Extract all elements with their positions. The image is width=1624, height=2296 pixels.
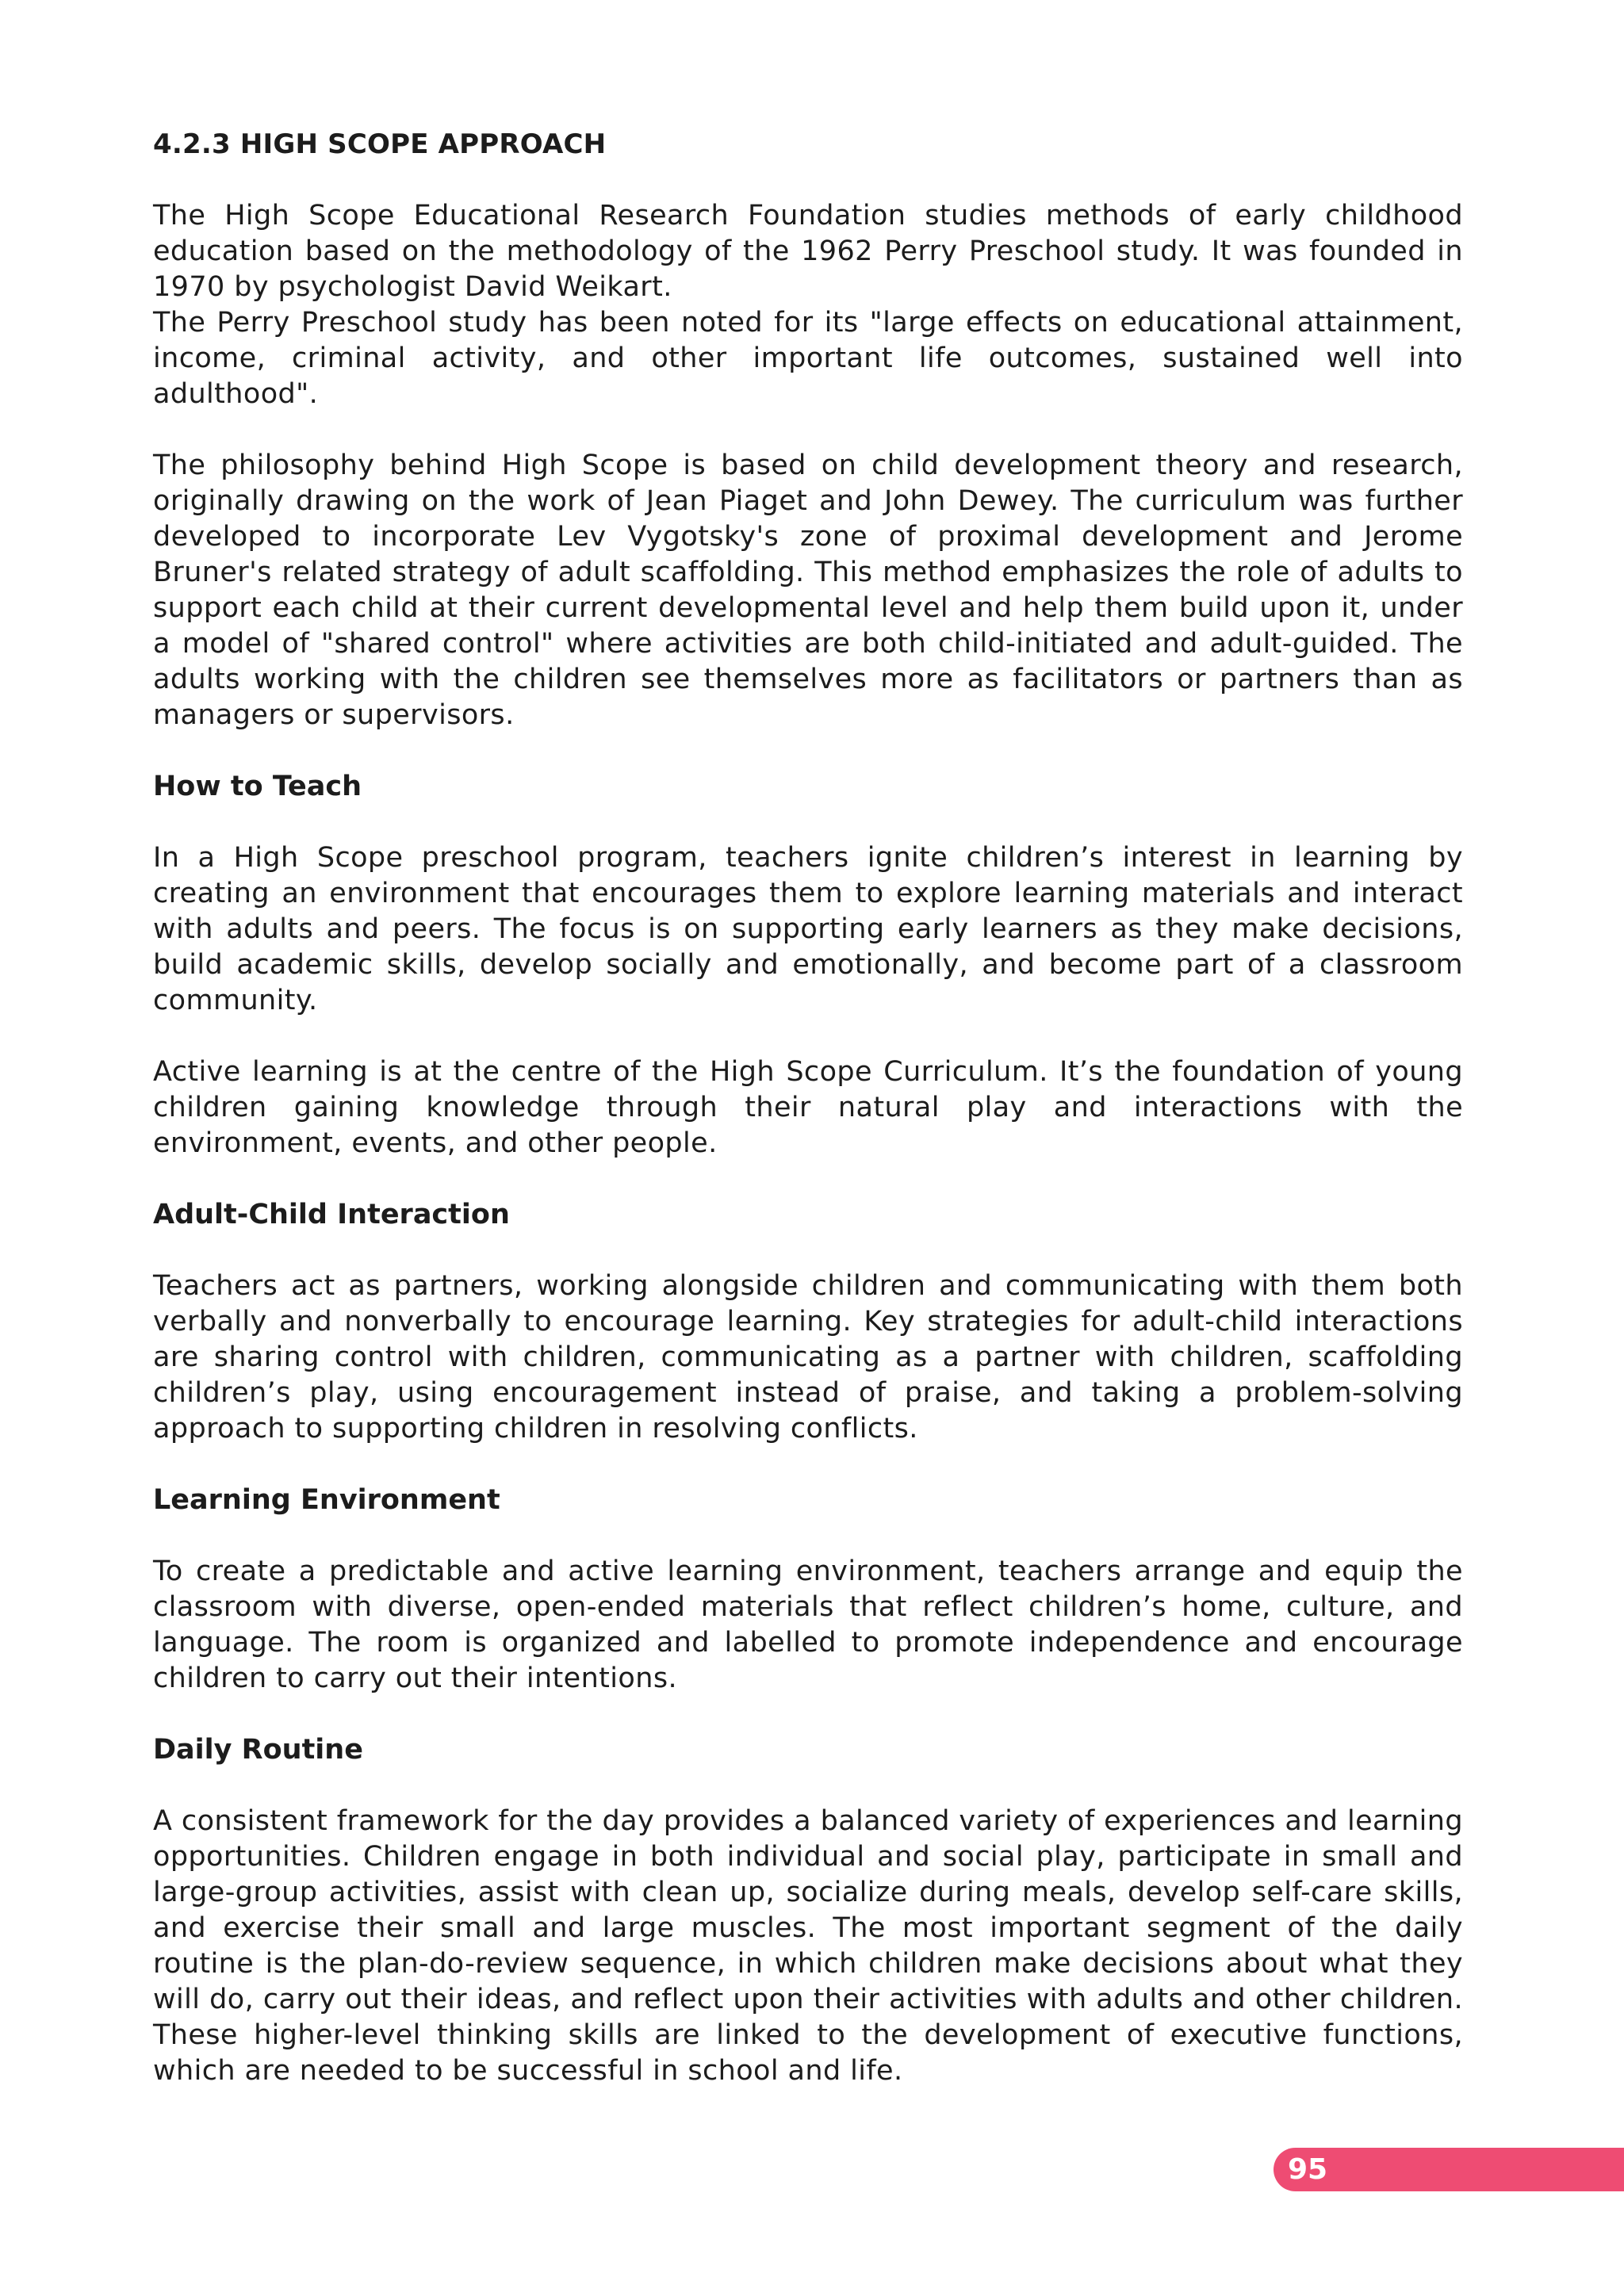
page-number: 95 <box>1288 2153 1328 2186</box>
learning-environment-paragraph: To create a predictable and active learning environment, teachers arrange and equip the classroom with diverse, open-ended materials that reflect children’s home, culture, and language. The room is organized and labelled to promote independence and encourage children to carry out their intentions. <box>153 1556 1463 1694</box>
how-to-teach-heading: How to Teach <box>153 771 362 802</box>
intro-paragraph-1: The High Scope Educational Research Foundation studies methods of early childhood education based on the methodology of the 1962 Perry Preschool study. It was founded in 1970 by psychologist David Weikart. <box>153 200 1463 303</box>
how-to-teach-paragraph-2: Active learning is at the centre of the High Scope Curriculum. It’s the foundation of young children gaining knowledge through their natural play and interactions with the environment, events, and other people. <box>153 1056 1463 1159</box>
intro-paragraph-2: The Perry Preschool study has been noted for its "large effects on educational attainment, income, criminal activity, and other important life outcomes, sustained well into adulthood". <box>153 307 1463 410</box>
daily-routine-paragraph: A consistent framework for the day provides a balanced variety of experiences and learning opportunities. Children engage in both individual and social play, participate in small and large-group activities, assist with clean up, socialize during meals, develop self-care skills, and exercise their small and large muscles. The most important segment of the daily routine is the plan-do-review sequence, in which children make decisions about what they will do, carry out their ideas, and reflect upon their activities with adults and other children. These higher-level thinking skills are linked to the development of executive functions, which are needed to be successful in school and life. <box>153 1805 1463 2087</box>
philosophy-paragraph: The philosophy behind High Scope is based on child development theory and research, originally drawing on the work of Jean Piaget and John Dewey. The curriculum was further developed to incorporate Lev Vygotsky's zone of proximal development and Jerome Bruner's related strategy of adult scaffolding. This method emphasizes the role of adults to support each child at their current developmental level and help them build upon it, under a model of "shared control" where activities are both child-initiated and adult-guided. The adults working with the children see themselves more as facilitators or partners than as managers or supervisors. <box>153 450 1463 731</box>
daily-routine-heading: Daily Routine <box>153 1734 363 1766</box>
page-content <box>153 127 1463 2089</box>
adult-child-interaction-heading: Adult-Child Interaction <box>153 1199 510 1230</box>
learning-environment-heading: Learning Environment <box>153 1484 500 1516</box>
adult-child-interaction-paragraph: Teachers act as partners, working alongside children and communicating with them both verbally and nonverbally to encourage learning. Key strategies for adult-child interactions are sharing control with children, communicating as a partner with children, scaffolding children’s play, using encouragement instead of praise, and taking a problem-solving approach to supporting children in resolving conflicts. <box>153 1270 1463 1445</box>
how-to-teach-paragraph-1: In a High Scope preschool program, teachers ignite children’s interest in learning by creating an environment that encourages them to explore learning materials and interact with adults and peers. The focus is on supporting early learners as they make decisions, build academic skills, develop socially and emotionally, and become part of a classroom community. <box>153 842 1463 1016</box>
page-number-bar <box>1274 2148 1624 2191</box>
section-heading: 4.2.3 HIGH SCOPE APPROACH <box>153 128 607 160</box>
